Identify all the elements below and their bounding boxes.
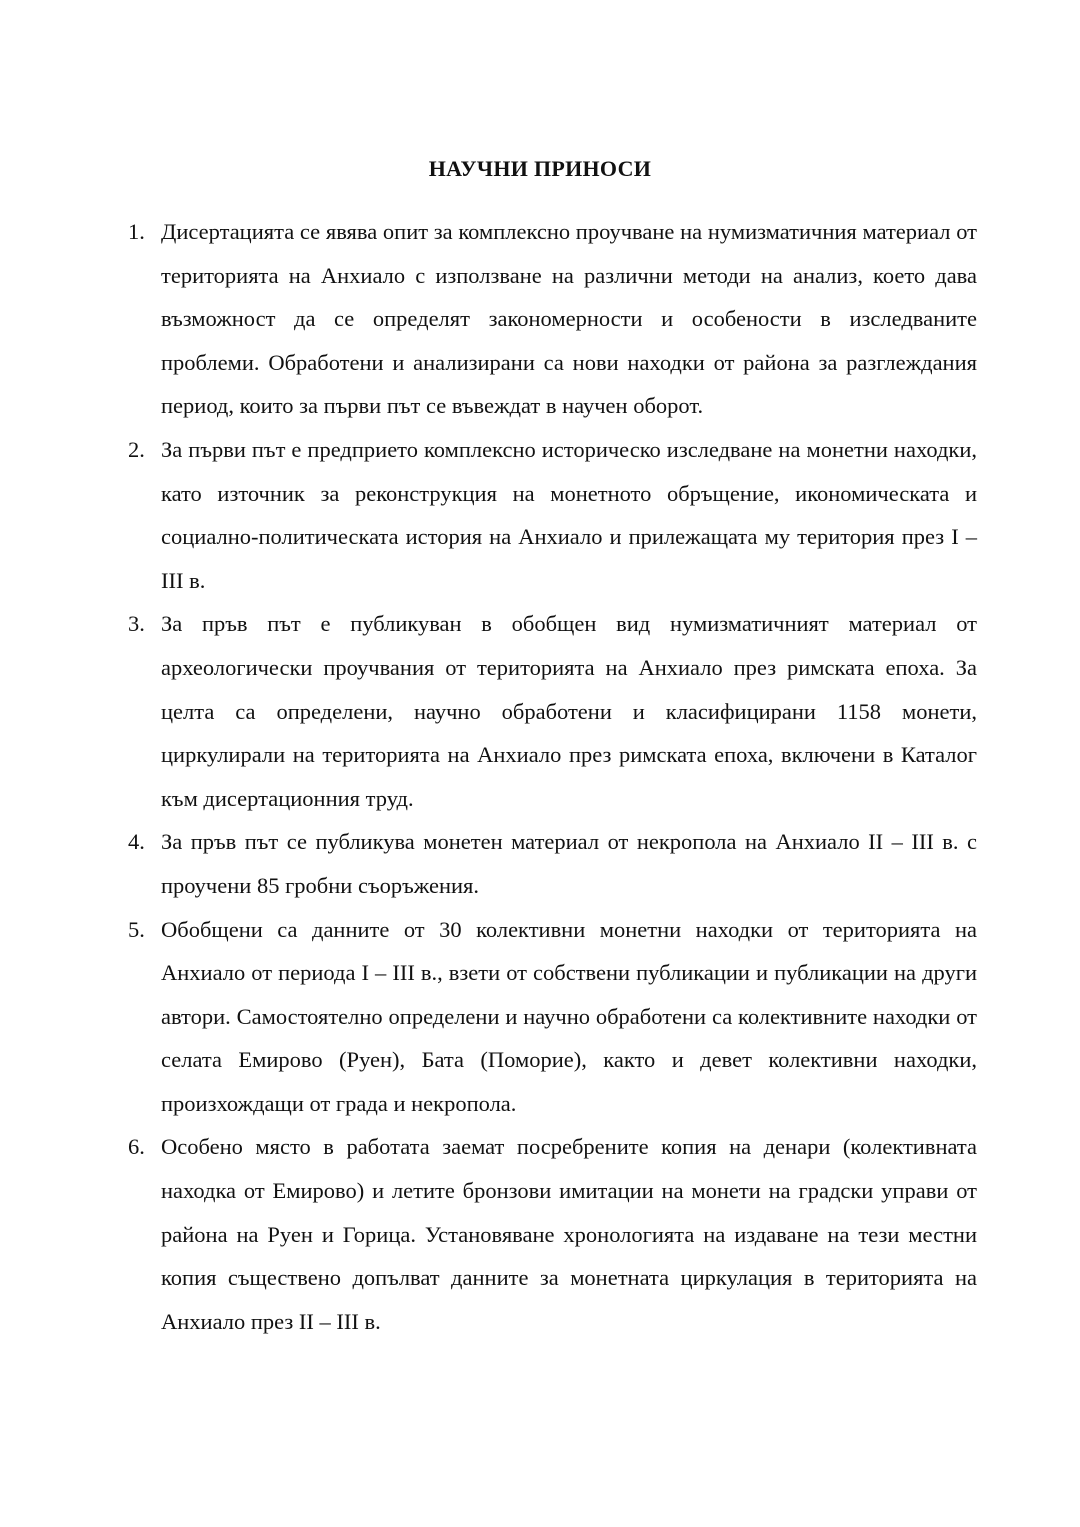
list-item [125, 1125, 977, 1343]
list-item [125, 210, 977, 428]
item-text: За пръв път се публикува монетен материал от некропола на Анхиало II – III в. с проучени 85 гробни съоръжения. [161, 829, 977, 898]
list-item [125, 428, 977, 602]
list-item [125, 820, 977, 907]
contributions-list [125, 210, 977, 1343]
item-text: Обобщени са данните от 30 колективни монетни находки от територията на Анхиало от периода I – III в., взети от собствени публикации и публикации на други автори. Самостоятелно определени и научно обработени са колективните находки от селата Емирово (Руен), Бата (Поморие), както и девет колективни находки, произхождащи от града и некропола. [161, 916, 977, 1116]
item-text: Дисертацията се явява опит за комплексно проучване на нумизматичния материал от територията на Анхиало с използване на различни методи на анализ, което дава възможност да се определят закономерности и особености в изследваните проблеми. Обработени и анализирани са нови находки от района за разглеждания период, които за първи път се въвеждат в научен оборот. [161, 219, 977, 419]
list-item [125, 908, 977, 1126]
item-text: Особено място в работата заемат посребрените копия на денари (колективната находка от Емирово) и летите бронзови имитации на монети на градски управи от района на Руен и Горица. Установяване хронологията на издаване на тези местни копия съществено допълват данните за монетната циркулация в територията на Анхиало през II – III в. [161, 1134, 977, 1334]
item-number: 6. [128, 1134, 145, 1160]
item-text: За пръв път е публикуван в обобщен вид нумизматичният материал от археологически проучвания от територията на Анхиало през римската епоха. За целта са определени, научно обработени и класифицирани 1158 монети, циркулирали на територията на Анхиало през римската епоха, включени в Каталог към дисертационния труд. [161, 611, 977, 811]
item-number: 3. [128, 611, 145, 637]
list-item [125, 602, 977, 820]
item-text: За първи път е предприето комплексно историческо изследване на монетни находки, като източник за реконструкция на монетното обръщение, икономическата и социално-политическата история на Анхиало и прилежащата му територия през I – III в. [161, 436, 977, 593]
item-number: 4. [128, 829, 145, 855]
item-number: 5. [128, 916, 145, 942]
page-title: НАУЧНИ ПРИНОСИ [428, 156, 652, 181]
item-number: 2. [128, 436, 145, 462]
item-number: 1. [128, 219, 145, 244]
